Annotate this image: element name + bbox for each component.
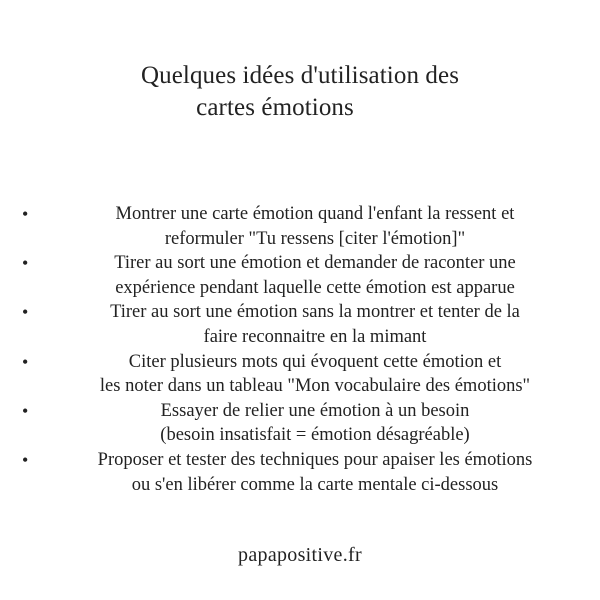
footer-site-url: papapositive.fr: [238, 544, 362, 566]
list-item-line-2: les noter dans un tableau "Mon vocabulaire des émotions": [99, 376, 531, 397]
list-item: [22, 202, 582, 251]
list-item-line-1: Citer plusieurs mots qui évoquent cette émotion et: [128, 351, 502, 372]
list-item-text: [48, 350, 582, 399]
list-item-line-1: Tirer au sort une émotion et demander de raconter une: [114, 253, 516, 274]
list-item: [22, 251, 582, 300]
page-title: [0, 60, 600, 124]
list-item: [22, 350, 582, 399]
list-item-text: [48, 399, 582, 448]
ideas-list: [22, 202, 582, 497]
title-line-1: Quelques idées d'utilisation des: [140, 62, 460, 89]
list-item-text: [48, 300, 582, 349]
list-item-text: [48, 251, 582, 300]
list-item: [22, 300, 582, 349]
list-item: [22, 448, 582, 497]
bullet-icon: •: [22, 253, 29, 274]
list-item-line-1: Montrer une carte émotion quand l'enfant la ressent et: [115, 204, 515, 224]
bullet-icon: •: [22, 400, 29, 421]
list-item: [22, 399, 582, 448]
list-item-line-2: reformuler "Tu ressens [citer l'émotion]": [164, 228, 466, 249]
list-item-text: [48, 202, 582, 251]
list-item-line-2: (besoin insatisfait = émotion désagréable): [160, 425, 470, 446]
bullet-icon: •: [22, 351, 29, 372]
title-line-2: cartes émotions: [196, 94, 354, 121]
list-item-line-2: expérience pendant laquelle cette émotion est apparue: [115, 277, 515, 298]
bullet-icon: •: [22, 204, 29, 224]
list-item-line-2: ou s'en libérer comme la carte mentale ci-dessous: [131, 474, 499, 495]
bullet-icon: •: [22, 302, 29, 323]
list-item-text: [48, 448, 582, 497]
list-item-line-1: Proposer et tester des techniques pour apaiser les émotions: [97, 449, 533, 470]
bullet-icon: •: [22, 449, 29, 470]
list-item-line-1: Essayer de relier une émotion à un besoin: [160, 400, 470, 421]
list-item-line-1: Tirer au sort une émotion sans la montrer et tenter de la: [110, 302, 520, 323]
list-item-line-2: faire reconnaitre en la mimant: [203, 326, 427, 347]
